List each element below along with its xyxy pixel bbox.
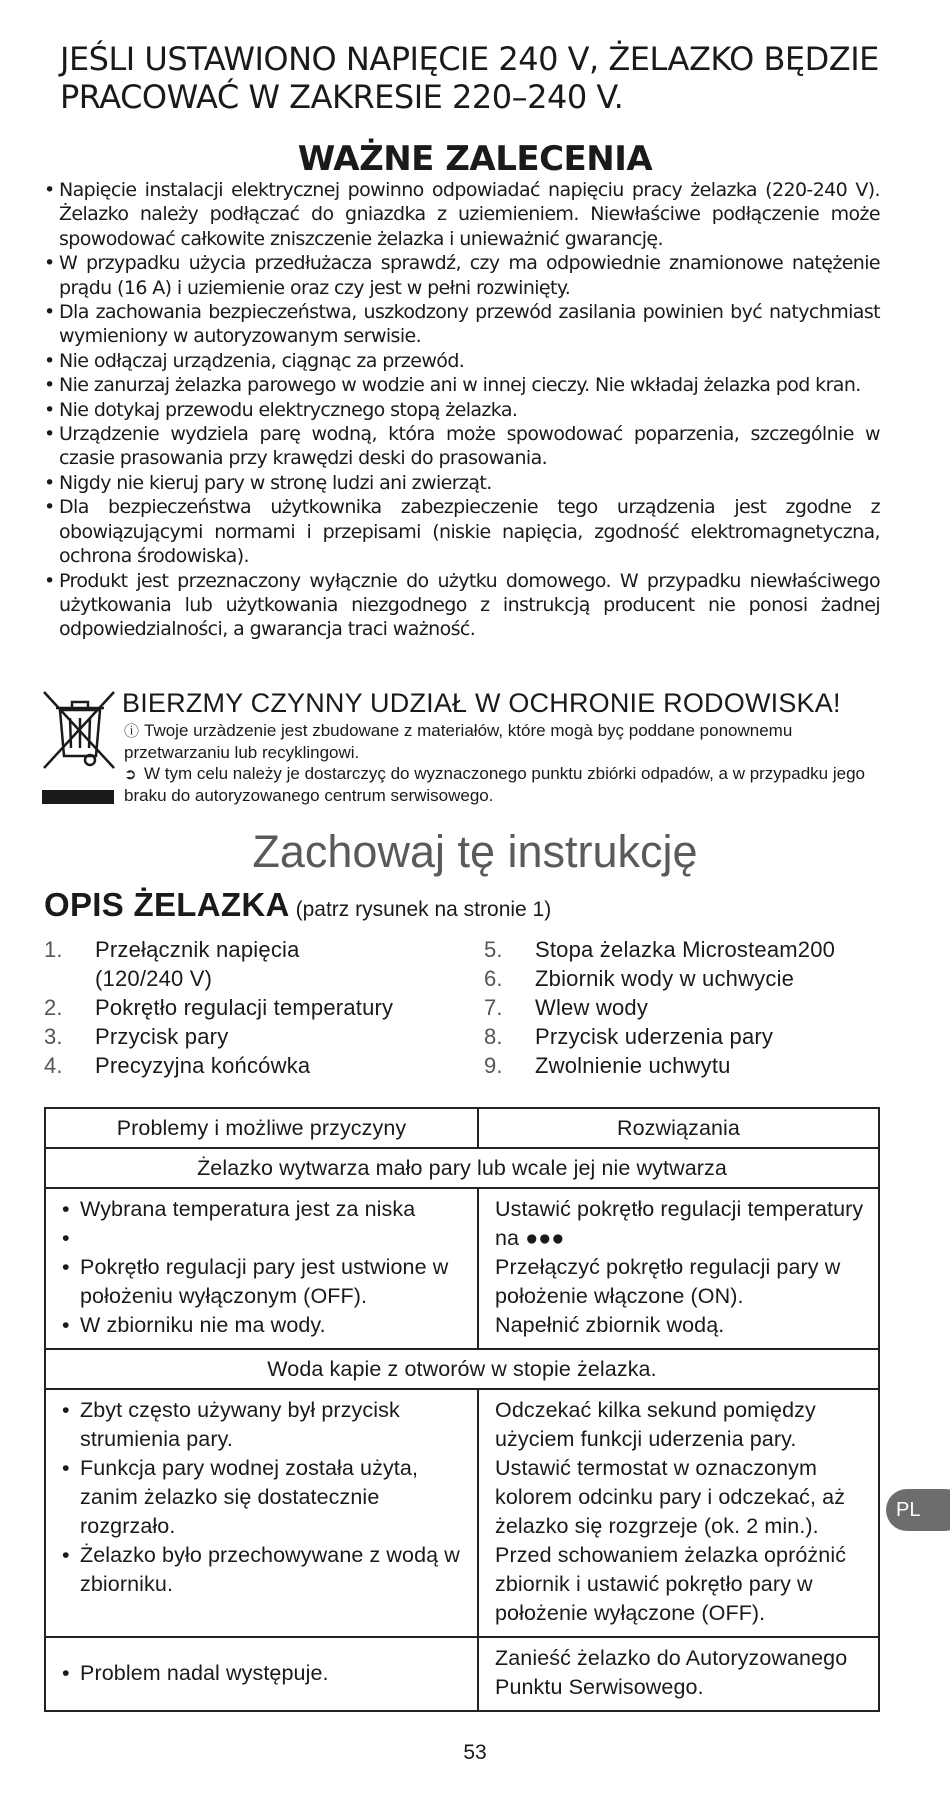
list-item: • Wybrana temperatura jest za niska (62, 1195, 467, 1224)
causes-cell (45, 1188, 478, 1349)
solution-text: Ustawić pokrętło regulacji temperatury na ●●● (495, 1197, 864, 1250)
eco-title: BIERZMY CZYNNY UDZIAŁ W OCHRONIE RODOWISKA! (122, 688, 841, 718)
list-item: 1. Przełącznik napięcia (120/240 V) (44, 937, 300, 991)
table-section-row (45, 1349, 879, 1389)
list-item: • Żelazko było przechowywane z wodą w zbiorniku. (62, 1541, 467, 1599)
solution-text: Napełnić zbiornik wodą. (495, 1313, 725, 1337)
list-item: • Problem nadal występuje. (62, 1659, 467, 1688)
column-header: Rozwiązania (478, 1108, 879, 1148)
list-item: 9. Zwolnienie uchwytu (484, 1053, 731, 1078)
spacer (62, 1224, 467, 1253)
info-icon: ⓘ (124, 723, 140, 740)
list-item: • Dla bezpieczeństwa użytkownika zabezpieczenie tego urządzenia jest zgodne z obowiązującymi normami i przepisami (niskie napięcia, zgodność elektromagnetyczna, ochrona środowiska). (44, 495, 880, 568)
column-header: Problemy i możliwe przyczyny (45, 1108, 478, 1148)
crossed-out-wheelie-bin-icon (42, 690, 118, 808)
table-row (45, 1188, 879, 1349)
header-warning: JEŚLI USTAWIONO NAPIĘCIE 240 V, ŻELAZKO BĘDZIE PRACOWAĆ W ZAKRESIE 220–240 V. (60, 40, 879, 116)
solutions-cell: Zanieść żelazko do Autoryzowanego Punktu Serwisowego. (478, 1637, 879, 1711)
list-item: 7. Wlew wody (484, 995, 649, 1020)
important-list (44, 178, 880, 642)
solution-text: Przełączyć pokrętło regulacji pary w położenie włączone (ON). (495, 1255, 841, 1308)
list-item: • Nie odłączaj urządzenia, ciągnąc za przewód. (44, 349, 880, 373)
solutions-cell (478, 1389, 879, 1637)
list-item: • Urządzenie wydziela parę wodną, która może spowodować poparzenia, szczególnie w czasie prasowania przy krawędzi deski do prasowania. (44, 422, 880, 471)
list-item: 8. Przycisk uderzenia pary (484, 1024, 774, 1049)
list-item: • Nie dotykaj przewodu elektrycznego stopą żelazka. (44, 398, 880, 422)
section-heading: Woda kapie z otworów w stopie żelazka. (45, 1349, 879, 1389)
solution-text: Odczekać kilka sekund pomiędzy użyciem funkcji uderzenia pary. (495, 1398, 816, 1451)
list-item: • Funkcja pary wodnej została użyta, zanim żelazko się dostatecznie rozgrzało. (62, 1454, 467, 1541)
parts-list-right (484, 935, 904, 1080)
causes-cell (45, 1389, 478, 1637)
list-item: • Pokrętło regulacji pary jest ustwione w położeniu wyłączonym (OFF). (62, 1253, 467, 1311)
list-item: 6. Zbiornik wody w uchwycie (484, 966, 795, 991)
list-item: 2. Pokrętło regulacji temperatury (44, 995, 394, 1020)
parts-list-left (44, 935, 464, 1080)
keep-instructions-heading: Zachowaj tę instrukcję (252, 826, 698, 877)
list-item: 4. Precyzyjna końcówka (44, 1053, 311, 1078)
solution-text: Ustawić termostat w oznaczonym kolorem odcinku pary i odczekać, aż żelazko się rozgrzeje (ok. 2 min.). (495, 1456, 846, 1538)
table-section-row (45, 1148, 879, 1188)
list-item: • Nie zanurzaj żelazka parowego w wodzie ani w innej cieczy. Nie wkładaj żelazka pod kran. (44, 373, 880, 397)
solutions-cell (478, 1188, 879, 1349)
table-row (45, 1637, 879, 1711)
page-number: 53 (463, 1741, 487, 1764)
list-item: • W zbiorniku nie ma wody. (62, 1311, 467, 1340)
table-row (45, 1389, 879, 1637)
arrow-icon: ➲ (124, 766, 137, 783)
table-header-row (45, 1108, 879, 1148)
list-item: • Napięcie instalacji elektrycznej powinno odpowiadać napięciu pracy żelazka (220-240 V). Żelazko należy podłączać do gniazdka z uziemieniem. Niewłaściwe podłączenie może spowodować całkowite zniszczenie żelazka i unieważnić gwarancję. (44, 178, 880, 251)
list-item: • W przypadku użycia przedłużacza sprawdź, czy ma odpowiednie znamionowe natężenie prądu (16 A) i uziemienie oraz czy jest w pełni rozwinięty. (44, 251, 880, 300)
list-item: • Dla zachowania bezpieczeństwa, uszkodzony przewód zasilania powinien być natychmiast wymieniony w autoryzowanym serwisie. (44, 300, 880, 349)
description-reference: (patrz rysunek na stronie 1) (295, 898, 552, 921)
causes-cell (45, 1637, 478, 1711)
list-item: • Nigdy nie kieruj pary w stronę ludzi ani zwierząt. (44, 471, 880, 495)
list-item: 3. Przycisk pary (44, 1024, 229, 1049)
list-item: 5. Stopa żelazka Microsteam200 (484, 937, 836, 962)
eco-info-text: ⓘ Twoje urzàdzenie jest zbudowane z materiałów, które mogà byç poddane ponownemu przetwarzaniu lub recyklingowi. (124, 721, 793, 762)
troubleshooting-table (44, 1107, 880, 1712)
list-item: • Zbyt często używany był przycisk strumienia pary. (62, 1396, 467, 1454)
solution-text: Przed schowaniem żelazka opróżnić zbiornik i ustawić pokrętło pary w położenie wyłączone (OFF). (495, 1543, 847, 1625)
description-title: OPIS ŻELAZKA (patrz rysunek na stronie 1) (44, 886, 552, 923)
list-item: • Produkt jest przeznaczony wyłącznie do użytku domowego. W przypadku niewłaściwego użytkowania lub użytkowania niezgodnego z instrukcją producent nie ponosi żadnej odpowiedzialności, a gwarancja traci ważność. (44, 569, 880, 642)
section-heading: Żelazko wytwarza mało pary lub wcale jej nie wytwarza (45, 1148, 879, 1188)
eco-dispose-text: ➲ W tym celu należy je dostarczyç do wyznaczonego punktu zbiórki odpadów, a w przypadku jego braku do autoryzowanego centrum serwisowego. (124, 764, 865, 805)
language-tab: PL (886, 1489, 950, 1531)
important-title: WAŻNE ZALECENIA (297, 139, 653, 179)
